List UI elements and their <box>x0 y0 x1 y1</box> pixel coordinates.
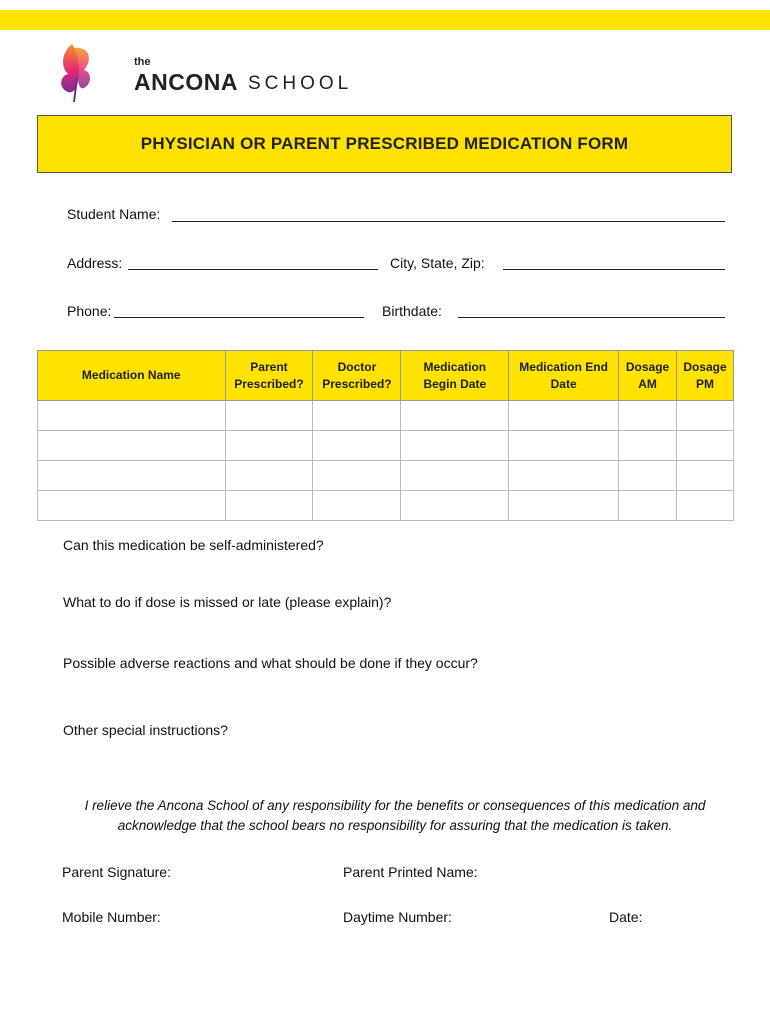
form-title: PHYSICIAN OR PARENT PRESCRIBED MEDICATION FORM <box>140 134 629 153</box>
student-name-label: Student Name: <box>67 206 161 222</box>
student-name-field[interactable] <box>172 221 725 222</box>
city-state-zip-field[interactable] <box>503 269 725 270</box>
table-cell[interactable] <box>401 401 509 431</box>
table-cell[interactable] <box>313 491 401 521</box>
disclaimer-text <box>50 796 740 836</box>
question-dose-missed: What to do if dose is missed or late (please explain)? <box>63 594 392 610</box>
table-cell[interactable] <box>619 491 677 521</box>
table-cell[interactable] <box>509 461 619 491</box>
address-field[interactable] <box>128 269 378 270</box>
phone-label: Phone: <box>67 303 112 319</box>
question-adverse-reactions: Possible adverse reactions and what should be done if they occur? <box>63 655 478 671</box>
logo-ancona-text: ANCONA <box>134 69 238 95</box>
table-cell[interactable] <box>509 401 619 431</box>
table-cell[interactable] <box>677 401 734 431</box>
table-cell[interactable] <box>313 401 401 431</box>
medication-table <box>37 350 734 521</box>
header-begin-date: Medication Begin Date <box>401 351 509 401</box>
question-special-instructions: Other special instructions? <box>63 722 228 738</box>
city-state-zip-label: City, State, Zip: <box>390 255 485 271</box>
table-cell[interactable] <box>225 401 313 431</box>
header-dosage-am: Dosage AM <box>619 351 677 401</box>
table-cell[interactable] <box>509 431 619 461</box>
header-end-date: Medication End Date <box>509 351 619 401</box>
table-cell[interactable] <box>38 401 226 431</box>
table-cell[interactable] <box>677 431 734 461</box>
table-cell[interactable] <box>619 461 677 491</box>
mobile-number-label: Mobile Number: <box>62 909 161 925</box>
table-cell[interactable] <box>225 431 313 461</box>
table-cell[interactable] <box>677 461 734 491</box>
table-cell[interactable] <box>225 491 313 521</box>
header-doctor-prescribed: Doctor Prescribed? <box>313 351 401 401</box>
question-self-administered: Can this medication be self-administered? <box>63 537 324 553</box>
table-cell[interactable] <box>401 431 509 461</box>
table-cell[interactable] <box>38 491 226 521</box>
table-cell[interactable] <box>313 431 401 461</box>
disclaimer-line-2: acknowledge that the school bears no responsibility for assuring that the medication is taken. <box>117 818 673 833</box>
birthdate-label: Birthdate: <box>382 303 442 319</box>
address-label: Address: <box>67 255 123 271</box>
table-cell[interactable] <box>401 491 509 521</box>
header-dosage-pm: Dosage PM <box>677 351 734 401</box>
table-cell[interactable] <box>677 491 734 521</box>
table-row <box>38 491 734 521</box>
header-medication-name: Medication Name <box>38 351 226 401</box>
table-row <box>38 401 734 431</box>
table-cell[interactable] <box>509 491 619 521</box>
logo-the-text: the <box>134 56 151 68</box>
birthdate-field[interactable] <box>458 317 725 318</box>
table-cell[interactable] <box>619 401 677 431</box>
disclaimer-line-1: I relieve the Ancona School of any responsibility for the benefits or consequences of this medication and <box>84 798 706 813</box>
top-accent-bar <box>0 10 770 30</box>
table-cell[interactable] <box>38 431 226 461</box>
table-header-row <box>38 351 734 401</box>
date-label: Date: <box>609 909 643 925</box>
logo-school-text: SCHOOL <box>248 73 353 94</box>
table-cell[interactable] <box>619 431 677 461</box>
parent-printed-name-label: Parent Printed Name: <box>343 864 478 880</box>
ancona-school-logo <box>54 42 353 104</box>
header-parent-prescribed: Parent Prescribed? <box>225 351 313 401</box>
form-title-box <box>37 115 732 173</box>
parent-signature-label: Parent Signature: <box>62 864 171 880</box>
daytime-number-label: Daytime Number: <box>343 909 452 925</box>
table-cell[interactable] <box>225 461 313 491</box>
butterfly-logo-icon <box>54 42 134 104</box>
table-cell[interactable] <box>313 461 401 491</box>
table-row <box>38 431 734 461</box>
phone-field[interactable] <box>114 317 364 318</box>
table-cell[interactable] <box>401 461 509 491</box>
table-row <box>38 461 734 491</box>
table-cell[interactable] <box>38 461 226 491</box>
